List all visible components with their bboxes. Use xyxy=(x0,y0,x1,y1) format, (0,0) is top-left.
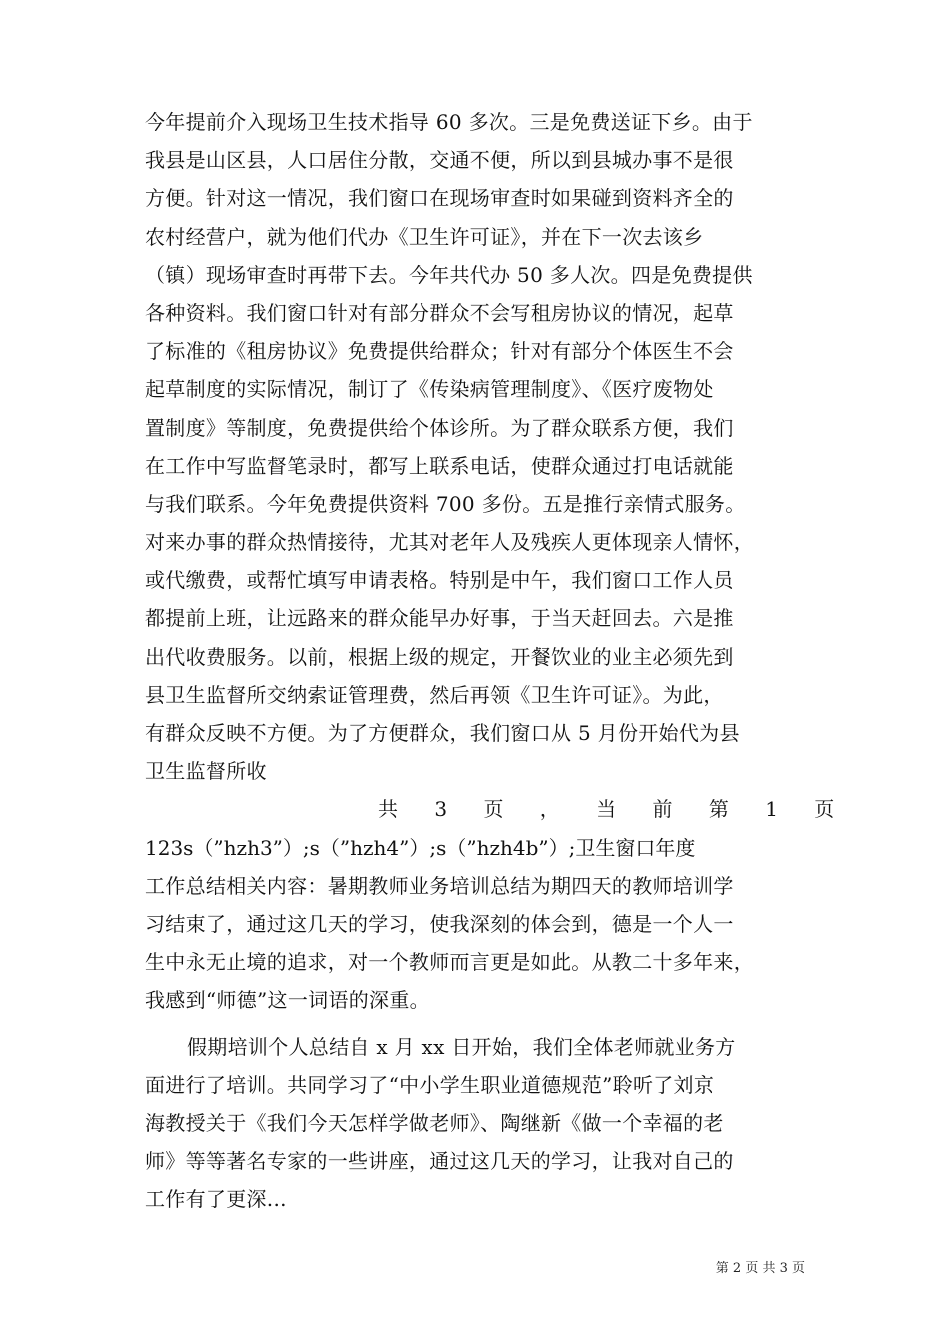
text-line: 各种资料。我们窗口针对有部分群众不会写租房协议的情况，起草 xyxy=(145,300,734,325)
paragraph-first-line: 假期培训个人总结自 x 月 xx 日开始，我们全体老师就业务方 xyxy=(187,1034,736,1059)
text-line: 123s（”hzh3”）;s（”hzh4”）;s（”hzh4b”）;卫生窗口年度 xyxy=(145,835,696,860)
page-indicator: 共 3 页 ， 当 前 第 1 页 xyxy=(378,797,835,822)
text-line: 都提前上班，让远路来的群众能早办好事，于当天赶回去。六是推 xyxy=(145,606,734,631)
text-line: 在工作中写监督笔录时，都写上联系电话，使群众通过打电话就能 xyxy=(145,453,734,478)
text-line: 面进行了培训。共同学习了“中小学生职业道德规范”聆听了刘京 xyxy=(145,1072,715,1097)
text-line: 起草制度的实际情况，制订了《传染病管理制度》、《医疗废物处 xyxy=(145,377,714,402)
text-line: 有群众反映不方便。为了方便群众，我们窗口从 5 月份开始代为县 xyxy=(145,721,740,745)
text-line: （镇）现场审查时再带下去。今年共代办 50 多人次。四是免费提供 xyxy=(145,262,753,287)
text-line: 师》等等著名专家的一些讲座，通过这几天的学习，让我对自己的 xyxy=(145,1149,734,1174)
text-line: 今年提前介入现场卫生技术指导 60 多次。三是免费送证下乡。由于 xyxy=(145,110,753,134)
text-line: 我感到“师德”这一词语的深重。 xyxy=(145,988,430,1013)
text-line: 工作有了更深... xyxy=(145,1187,287,1212)
text-line: 卫生监督所收 xyxy=(145,759,267,784)
text-line: 生中永无止境的追求，对一个教师而言更是如此。从教二十多年来， xyxy=(145,950,754,975)
text-line: 县卫生监督所交纳索证管理费，然后再领《卫生许可证》。为此， xyxy=(145,682,724,707)
document-body xyxy=(145,103,835,1218)
text-line: 农村经营户，就为他们代办《卫生许可证》，并在下一次去该乡 xyxy=(145,224,704,249)
text-line: 我县是山区县，人口居住分散，交通不便，所以到县城办事不是很 xyxy=(145,148,734,173)
text-line: 对来办事的群众热情接待，尤其对老年人及残疾人更体现亲人情怀， xyxy=(145,530,754,555)
text-line: 方便。针对这一情况，我们窗口在现场审查时如果碰到资料齐全的 xyxy=(145,186,734,211)
text-line: 置制度》等制度，免费提供给个体诊所。为了群众联系方便，我们 xyxy=(145,415,734,440)
paragraph-gap xyxy=(145,1020,815,1028)
text-line: 海教授关于《我们今天怎样学做老师》、陶继新《做一个幸福的老 xyxy=(145,1110,724,1135)
text-line: 工作总结相关内容：暑期教师业务培训总结为期四天的教师培训学 xyxy=(145,873,734,898)
page-footer: 第 2 页 共 3 页 xyxy=(715,1261,805,1276)
text-line: 与我们联系。今年免费提供资料 700 多份。五是推行亲情式服务。 xyxy=(145,491,746,516)
text-line: 出代收费服务。以前，根据上级的规定，开餐饮业的业主必须先到 xyxy=(145,644,734,669)
text-line: 或代缴费，或帮忙填写申请表格。特别是中午，我们窗口工作人员 xyxy=(145,568,734,593)
text-line: 习结束了，通过这几天的学习，使我深刻的体会到，德是一个人一 xyxy=(145,911,734,936)
text-line: 了标准的《租房协议》免费提供给群众；针对有部分个体医生不会 xyxy=(145,339,734,364)
